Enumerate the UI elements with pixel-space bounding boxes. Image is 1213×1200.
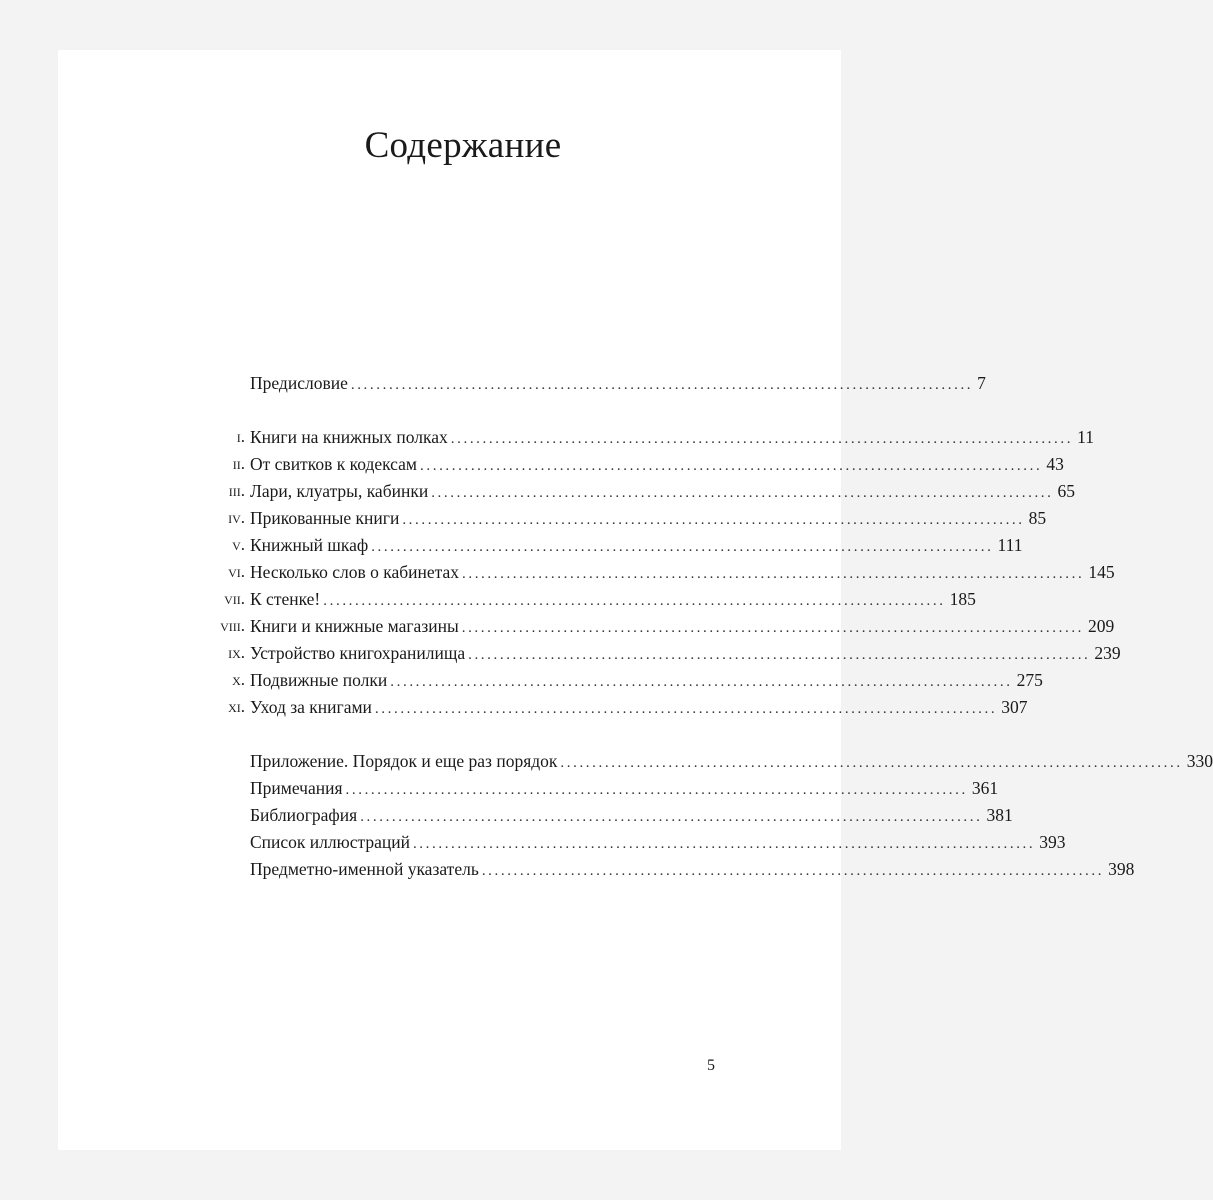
leader-dots: .................................................................................................. [560, 755, 1183, 771]
toc-entry-preface [0, 370, 986, 396]
toc-entry-page: 307 [1001, 697, 1028, 717]
leader-dots: .................................................................................................. [390, 674, 1013, 690]
toc-entry-page: 381 [986, 805, 1013, 825]
toc-entry-back-matter [0, 775, 999, 801]
leader-dots: .................................................................................................. [350, 377, 974, 393]
leader-dots: .................................................................................................. [462, 566, 1085, 582]
toc-entry-label: Предисловие [250, 373, 348, 393]
toc-entry-chapter [0, 505, 1047, 531]
toc-entry-chapter [0, 586, 976, 612]
toc-entry-label: Уход за книгами [250, 697, 372, 717]
toc-entry-label: Библиография [250, 805, 358, 825]
toc-entry-chapter [0, 478, 1076, 504]
page-number: 5 [707, 1057, 715, 1074]
toc-entry-page: 65 [1057, 481, 1076, 501]
toc-entry-page: 145 [1088, 562, 1115, 582]
leader-dots: .................................................................................................. [420, 458, 1043, 474]
toc-entry-label: Подвижные полки [250, 670, 388, 690]
chapter-number: ii. [232, 454, 245, 473]
toc-entry-page: 275 [1016, 670, 1043, 690]
toc-entry-page: 111 [997, 535, 1023, 555]
leader-dots: .................................................................................................. [345, 782, 968, 798]
leader-dots: .................................................................................................. [374, 701, 998, 717]
leader-dots: .................................................................................................. [360, 809, 983, 825]
toc-entry-page: 330 [1186, 751, 1213, 771]
toc-entry-page: 7 [977, 373, 986, 393]
chapter-number: viii. [220, 616, 245, 635]
chapter-number: vii. [224, 589, 245, 608]
toc-entry-page: 393 [1039, 832, 1066, 852]
page-title: Содержание [364, 125, 562, 166]
toc-entry-page: 185 [949, 589, 976, 609]
chapter-number: i. [236, 427, 245, 446]
toc-entry-label: Устройство книгохранилища [250, 643, 466, 663]
toc-entry-back-matter [0, 829, 1066, 855]
toc-entry-chapter [0, 532, 1023, 558]
toc-entry-page: 239 [1094, 643, 1121, 663]
toc-entry-chapter [0, 424, 1094, 450]
toc-entry-page: 43 [1046, 454, 1064, 474]
toc-entry-chapter [0, 640, 1121, 666]
toc-entry-page: 11 [1077, 427, 1094, 447]
toc-entry-chapter [0, 667, 1043, 693]
leader-dots: .................................................................................................. [412, 836, 1036, 852]
toc-entry-page: 398 [1108, 859, 1135, 879]
chapter-number: ix. [228, 643, 245, 662]
leader-dots: .................................................................................................. [431, 485, 1054, 501]
leader-dots: .................................................................................................. [468, 647, 1091, 663]
toc-entry-back-matter [0, 748, 1213, 774]
toc-entry-back-matter [0, 856, 1135, 882]
toc-entry-label: Книги и книжные магазины [250, 616, 459, 636]
toc-entry-label: Книги на книжных полках [250, 427, 448, 447]
toc-entry-chapter [0, 694, 1028, 720]
toc-entry-chapter [0, 451, 1064, 477]
toc-entry-label: Примечания [250, 778, 343, 798]
leader-dots: .................................................................................................. [450, 431, 1074, 447]
toc-entry-page: 85 [1028, 508, 1047, 528]
toc-entry-label: Приложение. Порядок и еще раз порядок [250, 751, 558, 771]
leader-dots: .................................................................................................. [402, 512, 1025, 528]
toc-entry-back-matter [0, 802, 1013, 828]
leader-dots: .................................................................................................. [323, 593, 946, 609]
toc-entry-chapter [0, 559, 1115, 585]
leader-dots: .................................................................................................. [461, 620, 1085, 636]
toc-entry-chapter [0, 613, 1115, 639]
chapter-number: iii. [228, 481, 245, 500]
toc-entry-page: 209 [1088, 616, 1115, 636]
toc-entry-label: От свитков к кодексам [250, 454, 418, 474]
toc-entry-label: Предметно-именной указатель [250, 859, 479, 879]
toc-entry-label: Книжный шкаф [250, 535, 369, 555]
leader-dots: .................................................................................................. [371, 539, 994, 555]
chapter-number: x. [232, 670, 245, 689]
chapter-number: iv. [228, 508, 245, 527]
toc-entry-label: Прикованные книги [250, 508, 400, 528]
toc-entry-page: 361 [971, 778, 999, 798]
leader-dots: .................................................................................................. [481, 863, 1105, 879]
toc-entry-label: Несколько слов о кабинетах [250, 562, 459, 582]
chapter-number: vi. [228, 562, 245, 581]
chapter-number: xi. [228, 697, 245, 716]
chapter-number: v. [232, 535, 245, 554]
toc-entry-label: Лари, клуатры, кабинки [250, 481, 429, 501]
toc-entry-label: Список иллюстраций [250, 832, 410, 852]
toc-entry-label: К стенке! [250, 589, 321, 609]
